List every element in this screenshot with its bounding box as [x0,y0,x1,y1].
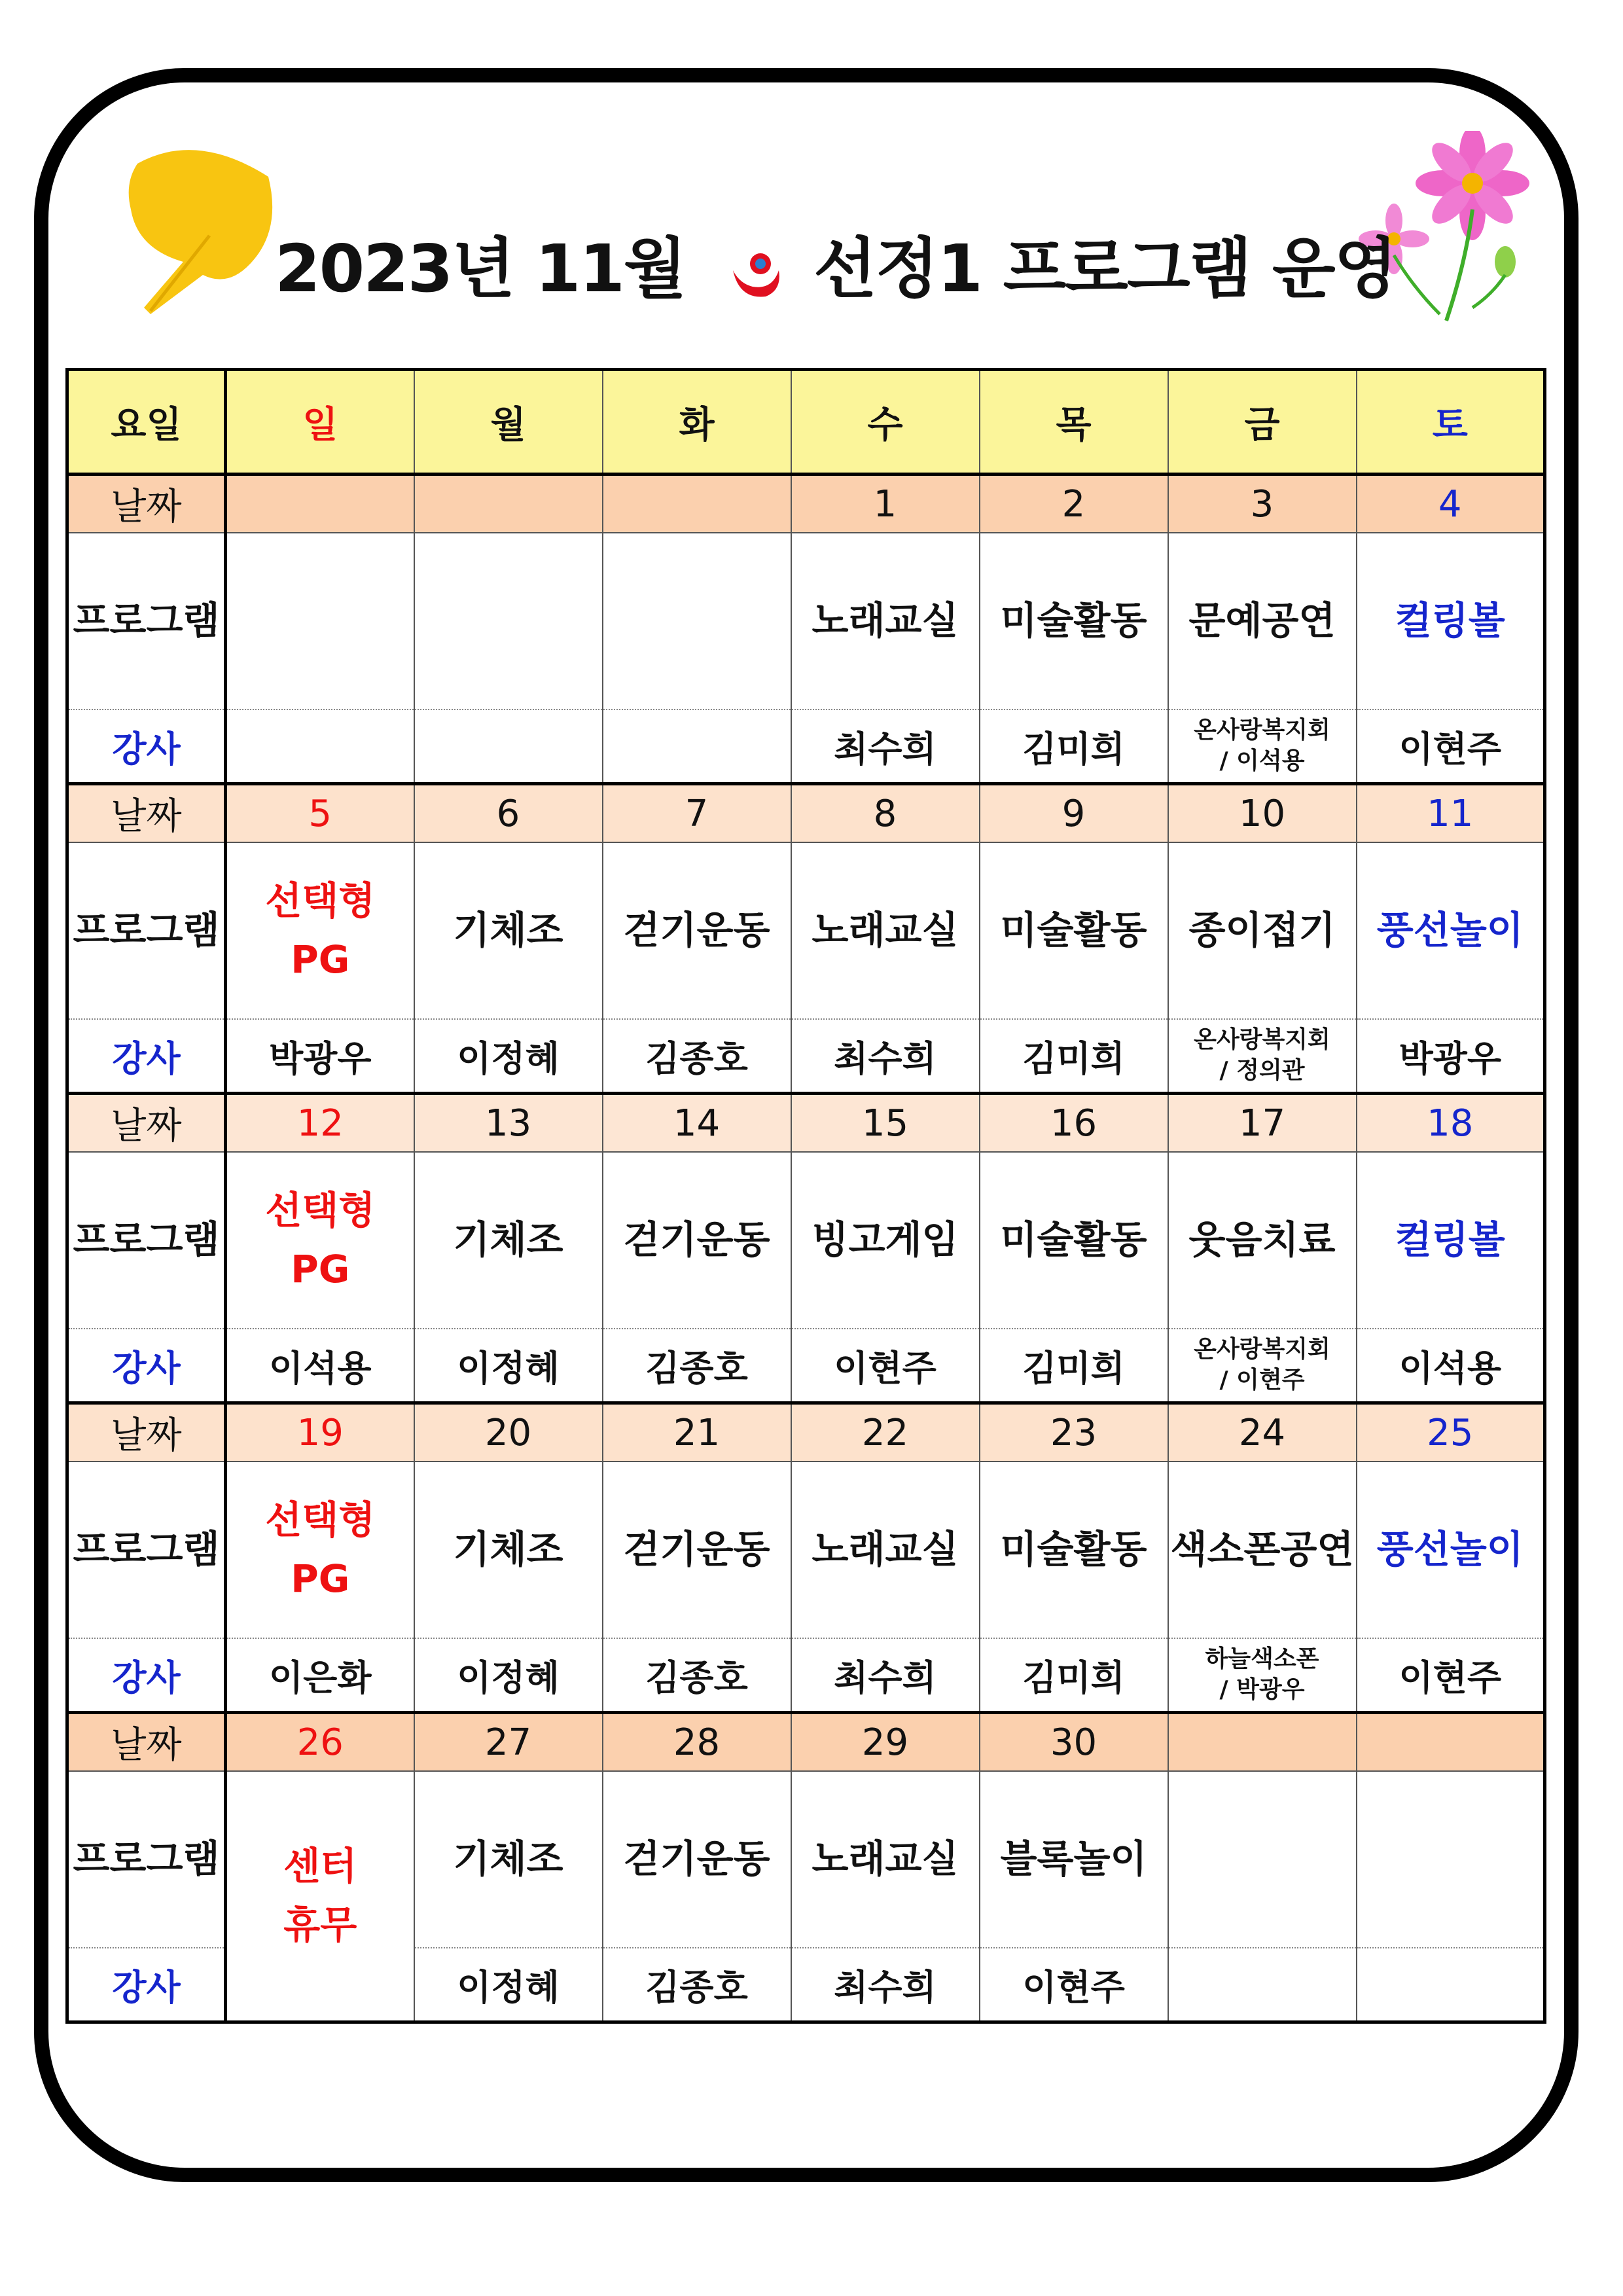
date-cell: 17 [1168,1094,1357,1153]
date-cell: 13 [414,1094,603,1153]
date-row-label: 날짜 [67,475,226,533]
weekday-mon: 월 [414,370,603,475]
date-row [67,1403,1545,1462]
instructor-cell: 이은화 [226,1638,414,1713]
instructor-cell [1357,1948,1545,2022]
program-cell: 풍선놀이 [1357,842,1545,1019]
program-cell: 걷기운동 [603,1152,791,1329]
program-cell: 블록놀이 [980,1771,1168,1948]
date-cell: 30 [980,1713,1168,1772]
date-cell [414,475,603,533]
instructor-row-label: 강사 [67,709,226,784]
date-cell: 5 [226,784,414,843]
date-cell: 28 [603,1713,791,1772]
program-cell [1357,1771,1545,1948]
date-cell [603,475,791,533]
instructor-cell: 박광우 [1357,1019,1545,1094]
date-cell: 3 [1168,475,1357,533]
program-cell: 센터 휴무 [226,1771,414,2022]
weekday-header-row [67,370,1545,475]
date-cell: 27 [414,1713,603,1772]
instructor-cell: 온사랑복지회 / 이현주 [1168,1329,1357,1403]
program-row [67,842,1545,1019]
program-cell: 기체조 [414,1771,603,1948]
instructor-cell: 최수희 [791,1019,980,1094]
program-cell: 색소폰공연 [1168,1462,1357,1638]
instructor-row [67,1329,1545,1403]
instructor-row [67,1019,1545,1094]
program-row [67,533,1545,709]
date-cell: 9 [980,784,1168,843]
date-cell: 14 [603,1094,791,1153]
instructor-cell [226,709,414,784]
program-cell: 풍선놀이 [1357,1462,1545,1638]
date-cell: 10 [1168,784,1357,843]
instructor-cell [1168,1948,1357,2022]
date-cell: 7 [603,784,791,843]
date-cell: 18 [1357,1094,1545,1153]
ginkgo-leaf-icon [111,137,288,327]
date-row-label: 날짜 [67,1713,226,1772]
program-cell: 컬링볼 [1357,1152,1545,1329]
instructor-cell: 최수희 [791,1638,980,1713]
instructor-row [67,1638,1545,1713]
instructor-cell: 최수희 [791,1948,980,2022]
title-month: 2023년 11월 [275,230,686,307]
instructor-cell: 김미희 [980,1638,1168,1713]
instructor-cell: 김미희 [980,709,1168,784]
program-cell [1168,1771,1357,1948]
program-cell: 노래교실 [791,842,980,1019]
weekday-sun: 일 [226,370,414,475]
program-row-label: 프로그램 [67,1462,226,1638]
date-cell [1357,1713,1545,1772]
instructor-cell: 이현주 [980,1948,1168,2022]
instructor-cell: 이현주 [1357,1638,1545,1713]
program-schedule-table [65,368,1546,2024]
program-cell [414,533,603,709]
date-cell: 22 [791,1403,980,1462]
program-cell: 기체조 [414,1462,603,1638]
date-cell: 26 [226,1713,414,1772]
program-cell: 미술활동 [980,842,1168,1019]
instructor-cell: 박광우 [226,1019,414,1094]
program-cell [226,533,414,709]
program-cell: 문예공연 [1168,533,1357,709]
instructor-row [67,709,1545,784]
date-cell: 23 [980,1403,1168,1462]
title-program: 선정1 프로그램 운영 [813,230,1397,307]
schedule-body [67,475,1545,2022]
program-row-label: 프로그램 [67,842,226,1019]
date-row [67,475,1545,533]
weekday-thu: 목 [980,370,1168,475]
weekday-tue: 화 [603,370,791,475]
page-title [275,216,1396,310]
instructor-row-label: 강사 [67,1329,226,1403]
program-cell: 기체조 [414,842,603,1019]
program-cell: 노래교실 [791,533,980,709]
program-cell: 걷기운동 [603,1771,791,1948]
date-cell: 11 [1357,784,1545,843]
date-cell: 16 [980,1094,1168,1153]
date-cell: 21 [603,1403,791,1462]
program-cell: 선택형 PG [226,842,414,1019]
instructor-cell: 김미희 [980,1019,1168,1094]
instructor-cell: 김종호 [603,1329,791,1403]
instructor-cell: 온사랑복지회 / 이석용 [1168,709,1357,784]
program-row [67,1462,1545,1638]
program-cell: 기체조 [414,1152,603,1329]
date-row-label: 날짜 [67,784,226,843]
date-row [67,1713,1545,1772]
instructor-cell: 김종호 [603,1019,791,1094]
program-cell: 선택형 PG [226,1462,414,1638]
date-row-label: 날짜 [67,1403,226,1462]
date-row [67,784,1545,843]
date-cell: 15 [791,1094,980,1153]
date-cell: 2 [980,475,1168,533]
program-row [67,1771,1545,1948]
date-cell: 1 [791,475,980,533]
instructor-cell: 이현주 [791,1329,980,1403]
instructor-cell: 이정혜 [414,1019,603,1094]
program-cell: 컬링볼 [1357,533,1545,709]
date-row [67,1094,1545,1153]
instructor-cell [414,709,603,784]
program-cell: 노래교실 [791,1462,980,1638]
date-cell: 12 [226,1094,414,1153]
date-cell: 19 [226,1403,414,1462]
date-cell: 29 [791,1713,980,1772]
program-cell: 미술활동 [980,533,1168,709]
date-cell: 20 [414,1403,603,1462]
weekday-wed: 수 [791,370,980,475]
program-cell [603,533,791,709]
date-cell: 24 [1168,1403,1357,1462]
date-cell [226,475,414,533]
instructor-cell: 이석용 [226,1329,414,1403]
date-cell: 8 [791,784,980,843]
program-row-label: 프로그램 [67,533,226,709]
instructor-row-label: 강사 [67,1948,226,2022]
program-cell: 노래교실 [791,1771,980,1948]
instructor-cell: 하늘색소폰 / 박광우 [1168,1638,1357,1713]
weekday-sat: 토 [1357,370,1545,475]
date-cell: 6 [414,784,603,843]
program-row-label: 프로그램 [67,1152,226,1329]
instructor-row-label: 강사 [67,1019,226,1094]
instructor-cell: 이정혜 [414,1638,603,1713]
brand-logo-icon [726,244,785,303]
instructor-cell: 이석용 [1357,1329,1545,1403]
date-cell: 4 [1357,475,1545,533]
instructor-cell: 김종호 [603,1948,791,2022]
date-row-label: 날짜 [67,1094,226,1153]
date-cell: 25 [1357,1403,1545,1462]
instructor-cell: 이정혜 [414,1329,603,1403]
program-cell: 선택형 PG [226,1152,414,1329]
program-cell: 미술활동 [980,1152,1168,1329]
program-row [67,1152,1545,1329]
instructor-cell: 이현주 [1357,709,1545,784]
instructor-cell: 온사랑복지회 / 정의관 [1168,1019,1357,1094]
instructor-cell: 김종호 [603,1638,791,1713]
instructor-cell [603,709,791,784]
program-row-label: 프로그램 [67,1771,226,1948]
weekday-fri: 금 [1168,370,1357,475]
instructor-cell: 김미희 [980,1329,1168,1403]
instructor-cell: 이정혜 [414,1948,603,2022]
program-cell: 빙고게임 [791,1152,980,1329]
program-cell: 종이접기 [1168,842,1357,1019]
program-cell: 웃음치료 [1168,1152,1357,1329]
instructor-row-label: 강사 [67,1638,226,1713]
program-cell: 미술활동 [980,1462,1168,1638]
instructor-cell: 최수희 [791,709,980,784]
weekday-label: 요일 [67,370,226,475]
program-cell: 걷기운동 [603,842,791,1019]
program-cell: 걷기운동 [603,1462,791,1638]
date-cell [1168,1713,1357,1772]
